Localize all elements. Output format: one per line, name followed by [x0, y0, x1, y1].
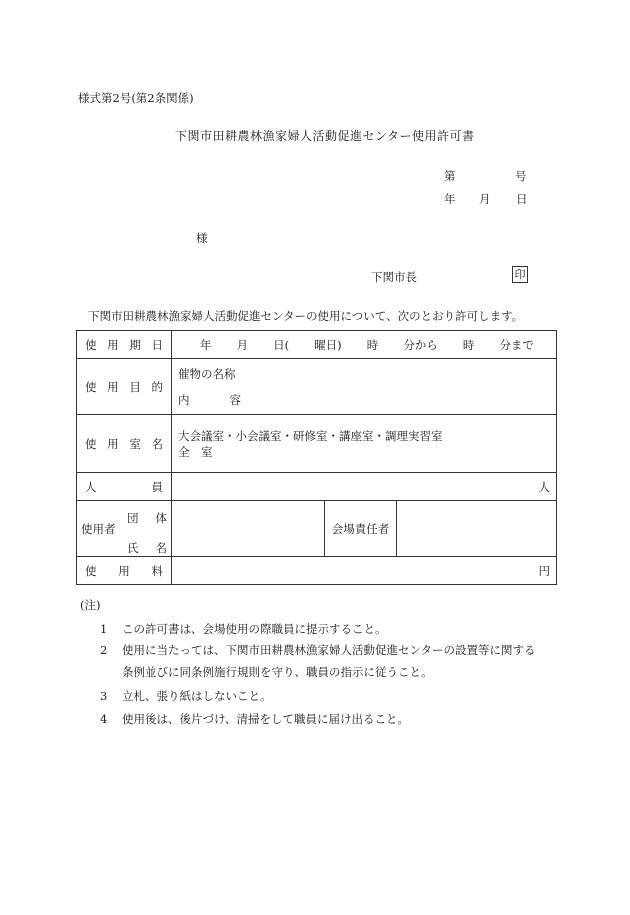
permit-table	[76, 330, 557, 585]
row-fee	[77, 557, 557, 585]
manager-label: 会場責任者	[325, 501, 397, 557]
row-people	[77, 473, 557, 501]
issuer-name: 下関市長	[371, 270, 417, 284]
date-day: 日	[516, 192, 528, 206]
form-code: 様式第2号(第2条関係)	[78, 91, 194, 105]
note-item: 2 使用に当たっては、下関市田耕農林漁家婦人活動促進センターの設置等に関する	[100, 643, 536, 657]
number-prefix: 第	[444, 169, 456, 183]
purpose-value[interactable]: 催物の名称 内 容	[172, 359, 557, 415]
manager-value[interactable]	[397, 501, 557, 557]
date-year: 年	[444, 192, 456, 206]
period-label: 使 用 期 日	[77, 331, 172, 359]
row-purpose	[77, 359, 557, 415]
seal-mark: 印	[512, 266, 528, 283]
document-title: 下関市田耕農林漁家婦人活動促進センター使用許可書	[175, 129, 475, 143]
fee-value[interactable]: 円	[172, 557, 557, 585]
purpose-label: 使 用 目 的	[77, 359, 172, 415]
notes-heading: (注)	[80, 598, 101, 612]
period-value[interactable]: 年 月 日( 曜日) 時 分から 時 分まで	[172, 331, 557, 359]
note-item-continued: 条例並びに同条例施行規則を守り、職員の指示に従うこと。	[122, 665, 433, 679]
row-user	[77, 501, 557, 557]
room-value[interactable]: 大会議室・小会議室・研修室・講座室・調理実習室 全 室	[172, 415, 557, 473]
addressee-suffix: 様	[196, 231, 208, 245]
fee-label: 使 用 料	[77, 557, 172, 585]
intro-text: 下関市田耕農林漁家婦人活動促進センターの使用について、次のとおり許可します。	[88, 309, 524, 323]
row-room	[77, 415, 557, 473]
people-label: 人 員	[77, 473, 172, 501]
user-label: 使用者 団 体 氏 名	[77, 501, 172, 557]
note-item: 3 立札、張り紙はしないこと。	[100, 689, 272, 703]
people-value[interactable]: 人	[172, 473, 557, 501]
date-month: 月	[479, 192, 491, 206]
user-value[interactable]	[172, 501, 325, 557]
number-suffix: 号	[515, 169, 527, 183]
row-period	[77, 331, 557, 359]
note-item: 4 使用後は、後片づけ、清掃をして職員に届け出ること。	[100, 712, 410, 726]
note-item: 1 この許可書は、会場使用の際職員に提示すること。	[100, 622, 387, 636]
room-label: 使 用 室 名	[77, 415, 172, 473]
